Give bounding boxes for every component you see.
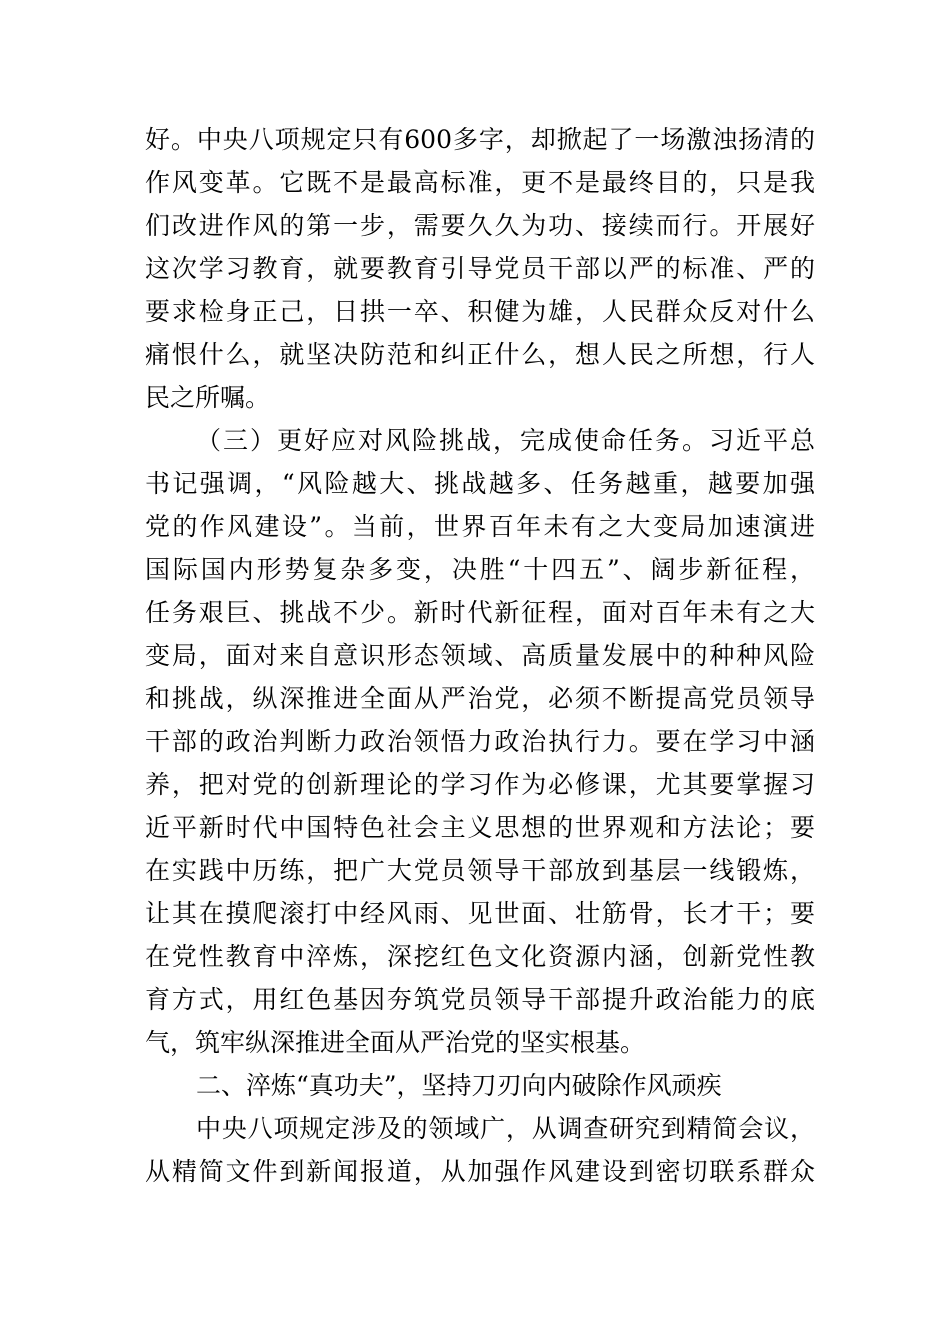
text-line: 们改进作风的第一步，需要久久为功、接续而行。开展好	[145, 211, 815, 240]
text-line: 气，筑牢纵深推进全面从严治党的坚实根基。	[145, 1028, 646, 1057]
text-line: 好。中央八项规定只有600多字，却掀起了一场激浊扬清的	[145, 125, 815, 154]
text-line: 和挑战，纵深推进全面从严治党，必须不断提高党员领导	[145, 684, 815, 713]
text-line: 这次学习教育，就要教育引导党员干部以严的标准、严的	[145, 254, 815, 283]
text-line: 要求检身正己，日拱一卒、积健为雄，人民群众反对什么	[145, 297, 815, 326]
text-line: 民之所嘱。	[145, 383, 271, 412]
chapter-heading: 二、淬炼“真功夫”，坚持刀刃向内破除作风顽疾	[196, 1071, 722, 1100]
text-line: 书记强调，“风险越大、挑战越多、任务越重，越要加强	[145, 469, 815, 498]
text-line: 育方式，用红色基因夯筑党员领导干部提升政治能力的底	[145, 985, 815, 1014]
text-line: 痛恨什么，就坚决防范和纠正什么，想人民之所想，行人	[145, 340, 815, 369]
text-line: 在党性教育中淬炼，深挖红色文化资源内涵，创新党性教	[145, 942, 815, 971]
text-line: 变局，面对来自意识形态领域、高质量发展中的种种风险	[145, 641, 815, 670]
text-line: 国际国内形势复杂多变，决胜“十四五”、阔步新征程，	[145, 555, 815, 584]
text-line: 干部的政治判断力政治领悟力政治执行力。要在学习中涵	[145, 727, 815, 756]
text-line: 养，把对党的创新理论的学习作为必修课，尤其要掌握习	[145, 770, 815, 799]
text-line: 党的作风建设”。当前，世界百年未有之大变局加速演进	[145, 512, 815, 541]
text-line: 近平新时代中国特色社会主义思想的世界观和方法论；要	[145, 813, 815, 842]
text-line: 在实践中历练，把广大党员领导干部放到基层一线锻炼，	[145, 856, 815, 885]
text-line: 任务艰巨、挑战不少。新时代新征程，面对百年未有之大	[145, 598, 815, 627]
text-line: 作风变革。它既不是最高标准，更不是最终目的，只是我	[145, 168, 815, 197]
text-line: 从精简文件到新闻报道，从加强作风建设到密切联系群众	[145, 1157, 815, 1186]
text-line: 让其在摸爬滚打中经风雨、见世面、壮筋骨，长才干；要	[145, 899, 815, 928]
section-heading-line: （三）更好应对风险挑战，完成使命任务。习近平总	[196, 426, 815, 455]
text-line: 中央八项规定涉及的领域广，从调查研究到精简会议，	[196, 1114, 815, 1143]
